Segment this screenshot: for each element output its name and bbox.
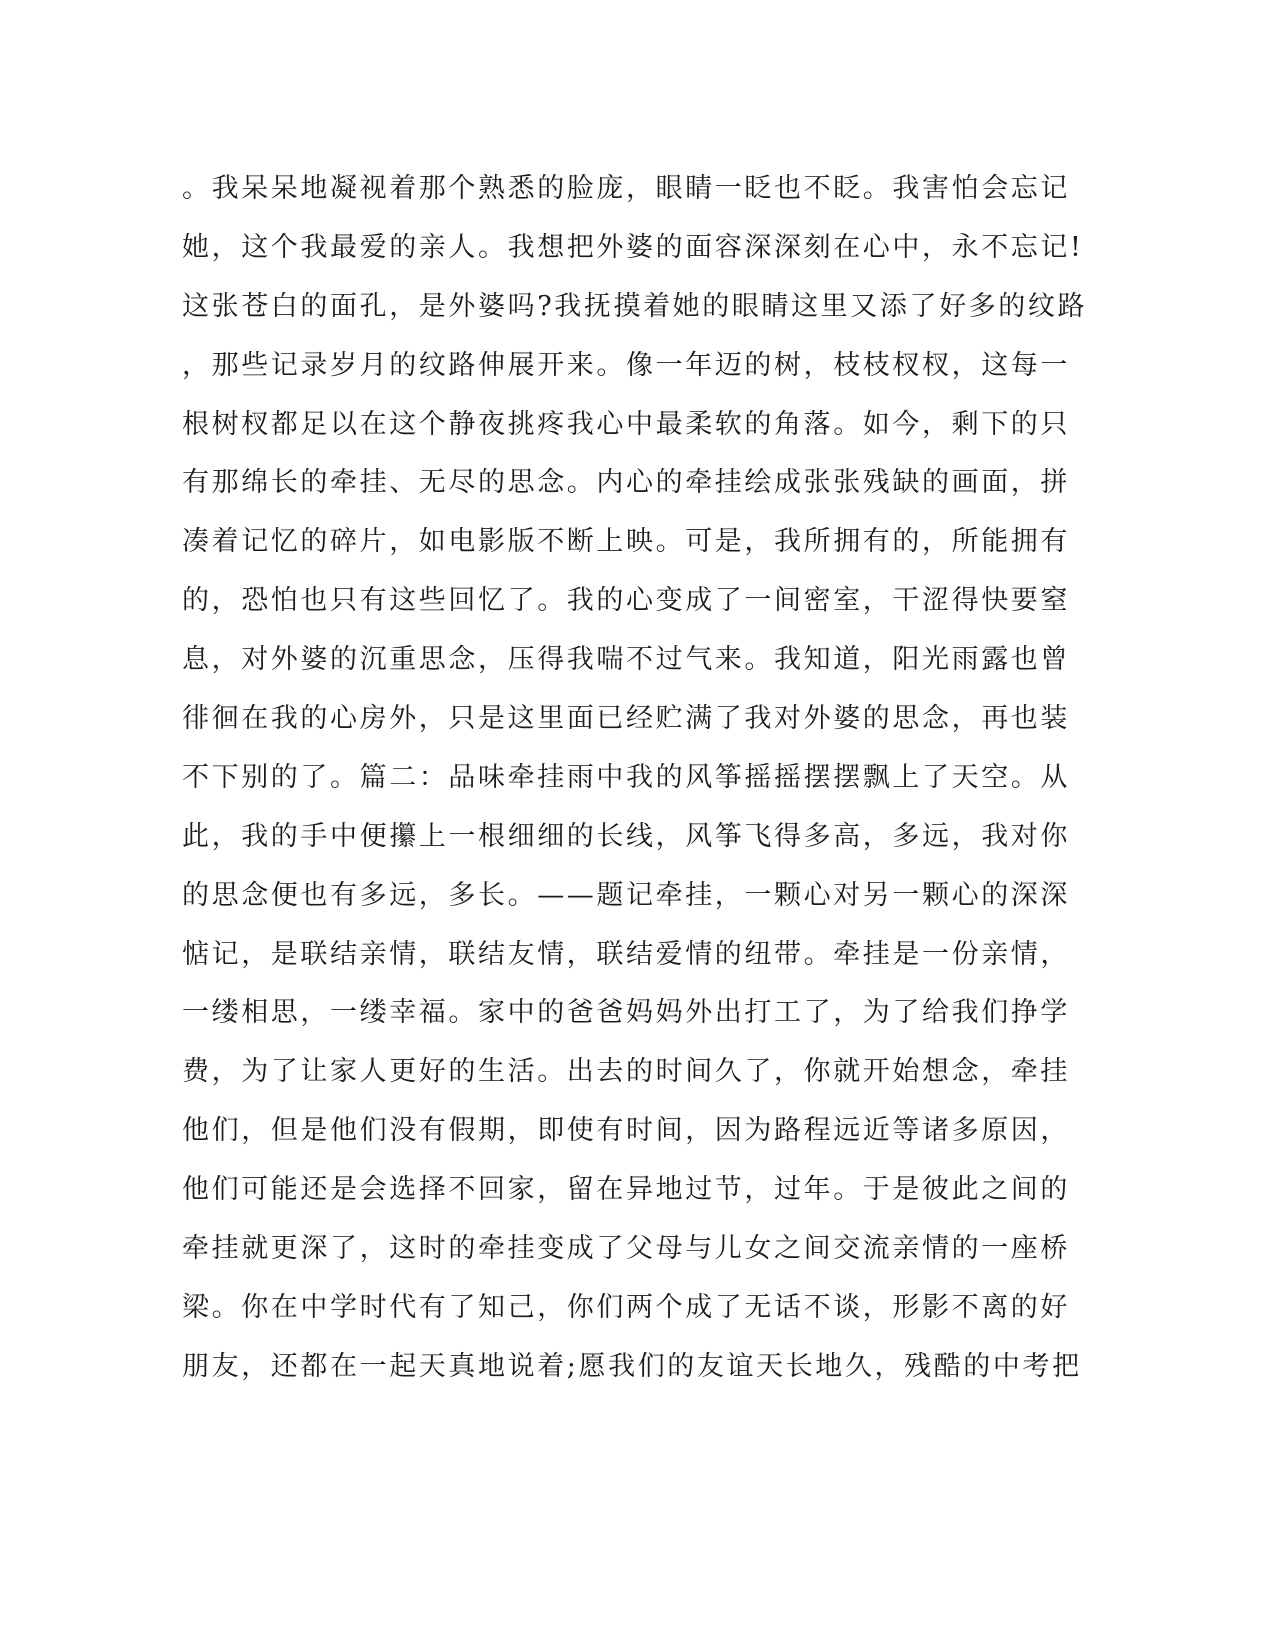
text-line: 牵挂就更深了，这时的牵挂变成了父母与儿女之间交流亲情的一座桥 [182,1233,1070,1265]
text-line: 息，对外婆的沉重思念，压得我喘不过气来。我知道，阳光雨露也曾 [182,644,1070,676]
text-line: 此，我的手中便攥上一根细细的长线，风筝飞得多高，多远，我对你 [182,820,1070,852]
text-line: 一缕相思，一缕幸福。家中的爸爸妈妈外出打工了，为了给我们挣学 [182,997,1070,1029]
text-line: 他们，但是他们没有假期，即使有时间，因为路程远近等诸多原因， [182,1115,1070,1147]
text-line: 梁。你在中学时代有了知己，你们两个成了无话不谈，形影不离的好 [182,1291,1070,1323]
body-text [182,160,1088,1397]
text-line: 凑着记忆的碎片，如电影版不断上映。可是，我所拥有的，所能拥有 [182,526,1070,558]
text-line: 的，恐怕也只有这些回忆了。我的心变成了一间密室，干涩得快要窒 [182,585,1070,617]
text-line: 根树杈都足以在这个静夜挑疼我心中最柔软的角落。如今，剩下的只 [182,408,1070,440]
text-line: 她，这个我最爱的亲人。我想把外婆的面容深深刻在心中，永不忘记! [182,231,1084,263]
text-line: 朋友，还都在一起天真地说着;愿我们的友谊天长地久，残酷的中考把 [182,1350,1082,1382]
text-line: 。我呆呆地凝视着那个熟悉的脸庞，眼睛一眨也不眨。我害怕会忘记 [182,173,1070,204]
text-line: 他们可能还是会选择不回家，留在异地过节，过年。于是彼此之间的 [182,1174,1070,1206]
text-line: ，那些记录岁月的纹路伸展开来。像一年迈的树，枝枝杈杈，这每一 [182,349,1070,381]
text-line: 不下别的了。篇二：品味牵挂雨中我的风筝摇摇摆摆飘上了天空。从 [182,761,1070,793]
text-line: 有那绵长的牵挂、无尽的思念。内心的牵挂绘成张张残缺的画面，拼 [182,467,1070,499]
text-line: 费，为了让家人更好的生活。出去的时间久了，你就开始想念，牵挂 [182,1056,1070,1088]
text-line: 惦记，是联结亲情，联结友情，联结爱情的纽带。牵挂是一份亲情， [182,938,1070,970]
text-line: 的思念便也有多远，多长。——题记牵挂，一颗心对另一颗心的深深 [182,879,1070,911]
text-line: 徘徊在我的心房外，只是这里面已经贮满了我对外婆的思念，再也装 [182,703,1070,735]
text-line: 这张苍白的面孔，是外婆吗?我抚摸着她的眼睛这里又添了好多的纹路 [182,290,1088,322]
